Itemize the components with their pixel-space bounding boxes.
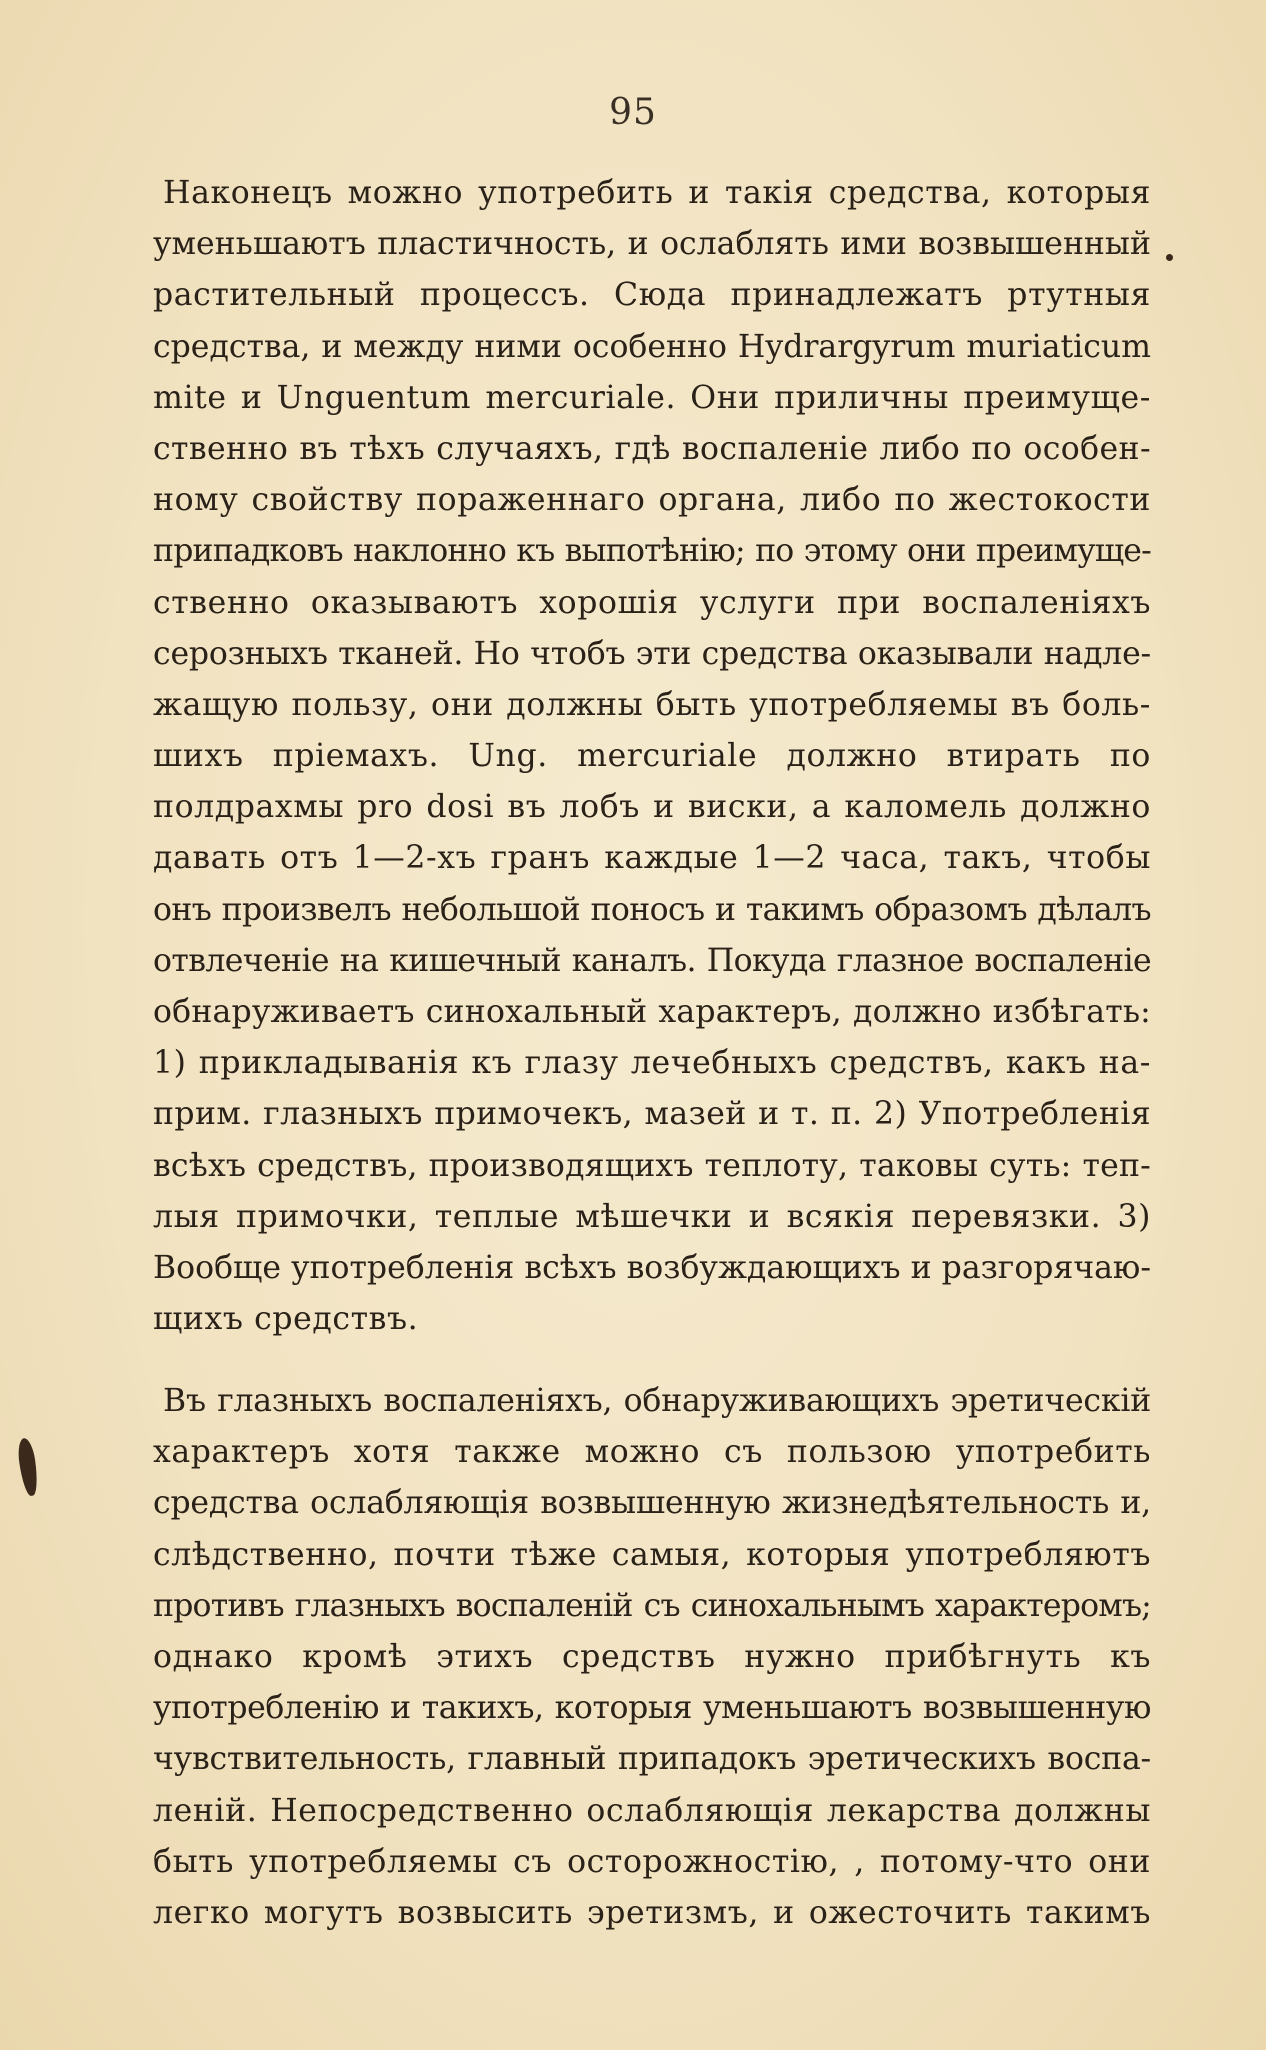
text-line: шихъ пріемахъ. Ung. mercuriale должно втирать по xyxy=(153,738,1151,775)
text-line: средства, и между ними особенно Hydrargyrum muriaticum xyxy=(153,328,1151,365)
text-line: Въ глазныхъ воспаленіяхъ, обнаруживающихъ эретическій xyxy=(163,1383,1151,1419)
text-line: полдрахмы pro dosi въ лобъ и виски, а каломель должно xyxy=(153,789,1151,826)
text-line: ному свойству пораженнаго органа, либо по жестокости xyxy=(153,482,1151,519)
text-line: ственно оказываютъ хорошія услуги при воспаленіяхъ xyxy=(153,584,1151,621)
text-line: средства ослабляющія возвышенную жизнедѣятельность и, xyxy=(153,1485,1151,1522)
text-line: легко могутъ возвысить эретизмъ, и ожесточить такимъ xyxy=(153,1894,1151,1931)
text-line: припадковъ наклонно къ выпотѣнію; по этому они преимуще- xyxy=(153,533,1151,570)
text-line: быть употребляемы съ осторожностію, , потому-что они xyxy=(153,1843,1151,1880)
text-line: обнаруживаетъ синохальный характеръ, должно избѣгать: xyxy=(153,994,1151,1030)
text-line: леній. Непосредственно ослабляющія лекарства должны xyxy=(153,1792,1151,1829)
text-line: лыя примочки, теплые мѣшечки и всякія перевязки. 3) xyxy=(153,1198,1151,1235)
text-line: отвлеченіе на кишечный каналъ. Покуда глазное воспаленіе xyxy=(153,942,1151,979)
text-line: онъ произвелъ небольшой поносъ и такимъ образомъ дѣлалъ xyxy=(153,891,1151,928)
ink-dot xyxy=(1166,254,1173,261)
text-line: давать отъ 1—2-хъ гранъ каждые 1—2 часа, такъ, чтобы xyxy=(153,840,1151,877)
text-line: Наконецъ можно употребить и такія средства, которыя xyxy=(163,175,1151,211)
page-number: 95 xyxy=(609,92,657,133)
text-line: всѣхъ средствъ, производящихъ теплоту, таковы суть: теп- xyxy=(153,1147,1151,1184)
text-line: растительный процессъ. Сюда принадлежатъ ртутныя xyxy=(153,277,1151,314)
text-line: слѣдственно, почти тѣже самыя, которыя употребляютъ xyxy=(153,1536,1151,1573)
text-line: mite и Unguentum mercuriale. Они приличны преимуще- xyxy=(153,379,1151,416)
ink-blot-mark xyxy=(16,1437,40,1497)
text-line: серозныхъ тканей. Но чтобъ эти средства оказывали надле- xyxy=(153,635,1151,672)
text-line: Вообще употребленія всѣхъ возбуждающихъ и разгорячаю- xyxy=(153,1249,1151,1286)
text-line: чувствительность, главный припадокъ эретическихъ воспа- xyxy=(153,1741,1151,1778)
text-line: жащую пользу, они должны быть употребляемы въ боль- xyxy=(153,686,1151,723)
text-line: противъ глазныхъ воспаленій съ синохальнымъ характеромъ; xyxy=(153,1587,1151,1624)
text-line: уменьшаютъ пластичность, и ослаблять ими возвышенный xyxy=(153,226,1151,263)
text-line: прим. глазныхъ примочекъ, мазей и т. п. 2) Употребленія xyxy=(153,1096,1151,1133)
text-line: 1) прикладыванія къ глазу лечебныхъ средствъ, какъ на- xyxy=(153,1045,1151,1082)
paragraph-2 xyxy=(153,1376,1151,1939)
text-line: характеръ хотя также можно съ пользою употребить xyxy=(153,1434,1151,1471)
paragraph-1 xyxy=(153,168,1151,1345)
text-line: ственно въ тѣхъ случаяхъ, гдѣ воспаленіе либо по особен- xyxy=(153,430,1151,467)
text-line: однако кромѣ этихъ средствъ нужно прибѣгнуть къ xyxy=(153,1638,1151,1675)
text-line: употребленію и такихъ, которыя уменьшаютъ возвышенную xyxy=(153,1690,1151,1727)
text-line: щихъ средствъ. xyxy=(153,1301,419,1338)
